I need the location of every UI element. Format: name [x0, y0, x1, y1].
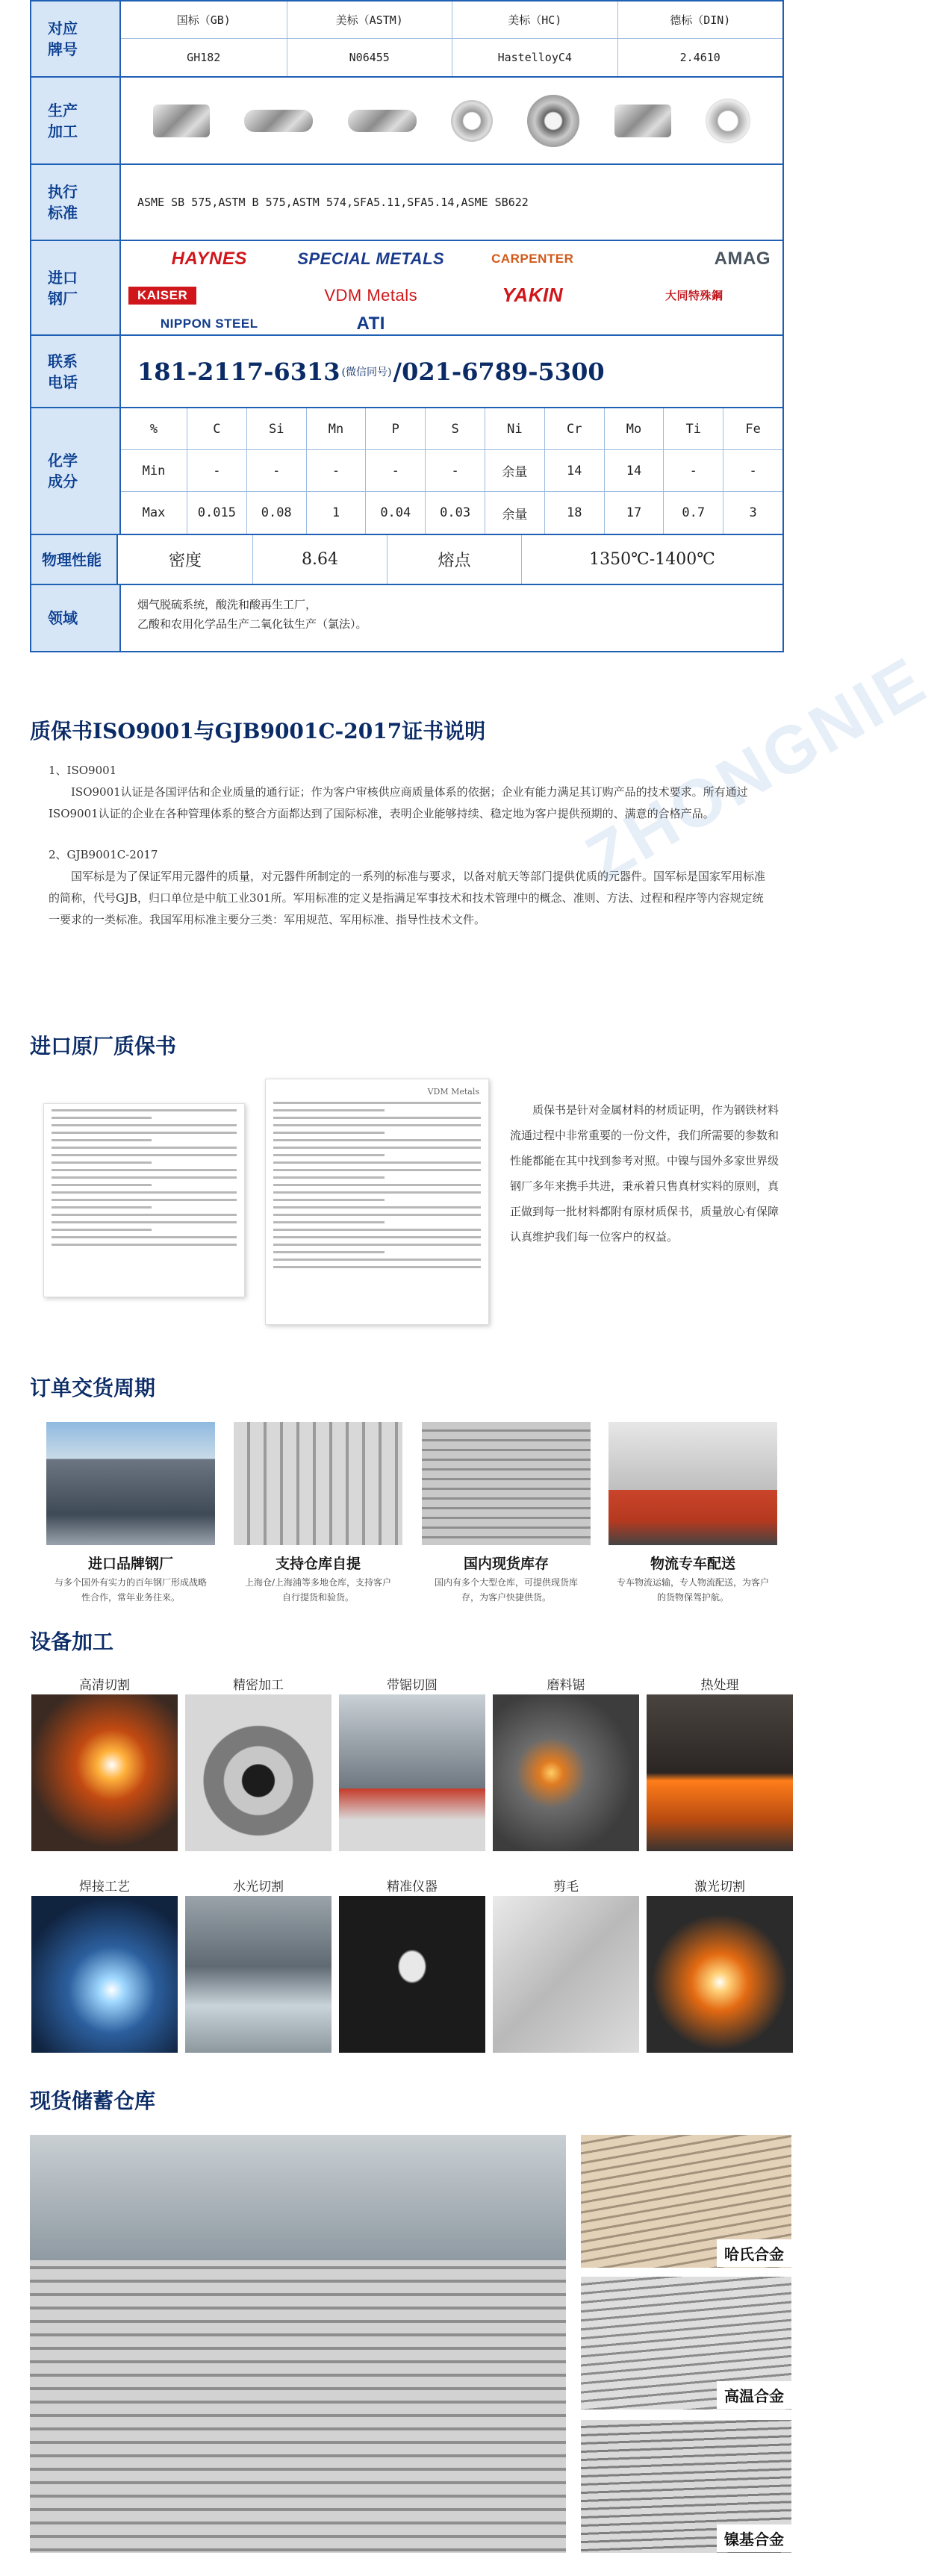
nickel-alloy-tag: 镍基合金	[717, 2524, 791, 2552]
iso-text	[49, 760, 765, 931]
chem-max-cell-5: 0.03	[425, 492, 485, 534]
chem-min-cell-3: -	[306, 450, 366, 492]
iso-paragraph-1: ISO9001认证是各国评估和企业质量的通行证；作为客户审核供应商质量体系的依据；企业有能力满足其订购产品的技术要求。所有通过ISO9001认证的企业在各种管理体系的整合方面都达到了国际标准，表明企业能够持续、稳定地为客户提供预期的、满意的合格产品。	[49, 785, 748, 820]
ati-logo: ATI	[356, 314, 385, 334]
chem-max-cell-8: 17	[604, 492, 664, 534]
physical-values	[118, 535, 782, 584]
production-header: 生产 加工	[31, 78, 121, 163]
contact-row	[31, 334, 782, 407]
chem-head-cell-9: Ti	[663, 408, 723, 450]
waterjet-cutting-photo	[185, 1896, 332, 2053]
iso-paragraph-2: 国军标是为了保证军用元器件的质量，对元器件所制定的一系列的标准与要求，以备对航天等部门提供优质的元器件。国军标是国家军用标准的简称，代号GJB，归口单位是中航工业301所。军用标准的定义是指满足军事技术和技术管理中的概念、准则、方法、过程和程序等内容规定统一要求的一类标准。我国军用标准主要分三类：军用规范、军用标准、指导性技术文件。	[49, 870, 766, 926]
iso-subheading-1: 1、ISO9001	[49, 764, 117, 777]
iso-subheading-2: 2、GJB9001C-2017	[49, 848, 158, 861]
abrasive-saw-photo	[493, 1694, 639, 1851]
delivery-desc-4: 专车物流运输，专人物流配送，为客户的货物保驾护航。	[616, 1577, 769, 1603]
precision-machining-photo	[185, 1694, 332, 1851]
sheet-product-image	[153, 105, 210, 137]
chem-max-cell-9: 0.7	[663, 492, 723, 534]
brand-logos	[121, 241, 782, 334]
density-value: 8.64	[252, 535, 387, 584]
certificate-image-2	[265, 1079, 489, 1325]
amag-logo: AMAG	[714, 249, 771, 269]
grade-col-gb: 国标（GB)	[176, 13, 231, 27]
welding-photo	[31, 1896, 178, 2053]
stock-inventory-photo	[422, 1422, 591, 1545]
plasma-cutting-photo	[31, 1694, 178, 1851]
delivery-title-4: 物流专车配送	[650, 1556, 735, 1572]
equipment-title: 设备加工	[30, 1630, 114, 1654]
bar-product-image	[244, 110, 313, 132]
haynes-logo: HAYNES	[171, 249, 247, 269]
product-images	[121, 78, 782, 163]
kaiser-logo: KAISER	[128, 287, 196, 305]
import-header: 进口 钢厂	[31, 241, 121, 334]
standard-row	[31, 163, 782, 240]
chem-header: 化学 成分	[31, 408, 121, 534]
daido-logo: 大同特殊鋼	[664, 290, 723, 303]
phone-note: (微信同号)	[341, 366, 392, 378]
vdm-logo: VDM Metals	[324, 285, 418, 305]
certificate-image-1	[43, 1103, 245, 1297]
delivery-title-3: 国内现货库存	[463, 1556, 549, 1572]
carpenter-logo: CARPENTER	[491, 252, 574, 266]
equip-label-5: 热处理	[700, 1678, 739, 1693]
chem-min-cell-2: -	[246, 450, 306, 492]
grade-val-gb: GH182	[187, 51, 221, 64]
coil-product-image	[451, 100, 493, 142]
chem-min-cell-7: 14	[544, 450, 604, 492]
chem-head-cell-3: Mn	[306, 408, 366, 450]
melting-value: 1350℃-1400℃	[521, 535, 782, 584]
delivery-desc-2: 上海仓/上海浦等多地仓库，支持客户自行提货和验货。	[244, 1577, 392, 1603]
chem-min-cell-5: -	[425, 450, 485, 492]
precision-instrument-photo	[339, 1896, 485, 2053]
superalloy-tag: 高温合金	[717, 2381, 791, 2409]
density-label: 密度	[168, 552, 202, 570]
chem-max-cell-2: 0.08	[246, 492, 306, 534]
grade-val-hc: HastelloyC4	[452, 39, 617, 76]
phone-number[interactable]: 181-2117-6313	[137, 357, 340, 386]
tube-product-image	[348, 110, 417, 132]
grade-col-hc: 美标（HC)	[452, 1, 617, 38]
equip-label-3: 带锯切圆	[387, 1678, 438, 1693]
grade-col-astm: 美标（ASTM)	[287, 1, 452, 38]
heat-treatment-photo	[647, 1694, 793, 1851]
equip-label-10: 激光切割	[694, 1880, 745, 1894]
equip-label-4: 磨料锯	[547, 1678, 585, 1693]
equip-label-2: 精密加工	[233, 1678, 284, 1693]
chem-head-cell-7: Cr	[544, 408, 604, 450]
chem-min-cell-4: -	[365, 450, 425, 492]
field-text: 烟气脱硫系统，酸洗和酸再生工厂， 乙酸和农用化学品生产二氧化钛生产（氯法）。	[137, 598, 367, 631]
spec-table	[30, 0, 784, 652]
chem-row	[31, 407, 782, 534]
equip-label-6: 焊接工艺	[79, 1880, 130, 1894]
contact-header: 联系 电话	[31, 336, 121, 407]
laser-cutting-photo	[647, 1896, 793, 2053]
band-saw-photo	[339, 1694, 485, 1851]
cert-title: 进口原厂质保书	[30, 1034, 177, 1058]
delivery-title-1: 进口品牌钢厂	[87, 1556, 173, 1572]
cert-vdm-header: VDM Metals	[427, 1087, 479, 1097]
phone-line	[121, 336, 782, 407]
delivery-desc-3: 国内有多个大型仓库，可提供现货库存，为客户快捷供货。	[434, 1577, 578, 1603]
field-header: 领域	[31, 585, 121, 651]
chem-head-cell-6: Ni	[485, 408, 544, 450]
cert-description: 质保书是针对金属材料的材质证明，作为钢铁材料流通过程中非常重要的一份文件，我们所需要的参数和性能都能在其中找到参考对照。中镍与国外多家世界级钢厂多年来携手共进，秉承着只售真材实料的原则，真正做到每一批材料都附有原材质保书，质量放心有保障认真维护我们每一位客户的权益。	[510, 1103, 779, 1244]
grade-val-astm: N06455	[287, 39, 452, 76]
grade-col-din: 德标（DIN)	[617, 1, 783, 38]
logistics-truck-photo	[608, 1422, 777, 1545]
steel-mill-photo	[46, 1422, 215, 1545]
chem-head-cell-1: C	[187, 408, 246, 450]
fastener-product-image	[614, 105, 671, 137]
special-metals-logo: SPECIAL METALS	[297, 249, 445, 269]
equip-label-7: 水光切割	[233, 1880, 284, 1894]
delivery-desc-1: 与多个国外有实力的百年钢厂形成战略性合作，常年业务往来。	[54, 1577, 207, 1603]
warehouse-title: 现货储蓄仓库	[30, 2089, 156, 2113]
chem-max-cell-0: Max	[142, 505, 166, 520]
iso-title: 质保书ISO9001与GJB9001C-2017证书说明	[30, 719, 486, 743]
equip-label-9: 剪毛	[553, 1880, 579, 1894]
equip-label-1: 高清切割	[79, 1678, 130, 1693]
watermark: ZHONGNIE	[573, 643, 939, 897]
production-row	[31, 76, 782, 163]
chem-head-cell-4: P	[365, 408, 425, 450]
physical-header: 物理性能	[31, 535, 118, 584]
field-row	[31, 584, 782, 651]
chem-head-cell-8: Mo	[604, 408, 664, 450]
chem-max-cell-7: 18	[544, 492, 604, 534]
chem-max-cell-3: 1	[306, 492, 366, 534]
chem-head-cell-2: Si	[246, 408, 306, 450]
grade-header: 对应 牌号	[31, 1, 121, 76]
deburring-photo	[493, 1896, 639, 2053]
warehouse-pickup-photo	[234, 1422, 402, 1545]
chem-min-cell-6: 余量	[485, 450, 544, 492]
main-warehouse-photo	[30, 2135, 566, 2553]
standard-header: 执行 标准	[31, 165, 121, 240]
chem-max-cell-1: 0.015	[187, 492, 246, 534]
grade-row	[31, 1, 782, 76]
chem-table	[121, 408, 782, 534]
import-row	[31, 240, 782, 334]
physical-row	[31, 534, 782, 584]
chem-min-cell-10: -	[723, 450, 782, 492]
standard-text: ASME SB 575,ASTM B 575,ASTM 574,SFA5.11,SFA5.14,ASME SB622	[137, 196, 529, 209]
wire-spool-image	[527, 95, 579, 147]
chem-max-cell-6: 余量	[485, 492, 544, 534]
chem-min-cell-1: -	[187, 450, 246, 492]
grade-val-din: 2.4610	[617, 39, 783, 76]
chem-max-cell-10: 3	[723, 492, 782, 534]
delivery-title: 订单交货周期	[30, 1376, 156, 1400]
chem-min-cell-0: Min	[121, 450, 187, 492]
equip-label-8: 精准仪器	[387, 1880, 438, 1894]
chem-min-cell-9: -	[663, 450, 723, 492]
chem-head-cell-10: Fe	[723, 408, 782, 450]
chem-head-cell-0: %	[121, 408, 187, 450]
chem-min-cell-8: 14	[604, 450, 664, 492]
yakin-logo: YAKIN	[502, 284, 563, 307]
chem-head-cell-5: S	[425, 408, 485, 450]
melting-label: 熔点	[387, 535, 521, 584]
nippon-steel-logo: NIPPON STEEL	[160, 316, 258, 331]
delivery-title-2: 支持仓库自提	[275, 1556, 361, 1572]
chem-max-cell-4: 0.04	[365, 492, 425, 534]
flange-product-image	[706, 99, 750, 143]
hastelloy-tag: 哈氏合金	[717, 2239, 791, 2267]
phone-number-2[interactable]: /021-6789-5300	[393, 357, 605, 386]
